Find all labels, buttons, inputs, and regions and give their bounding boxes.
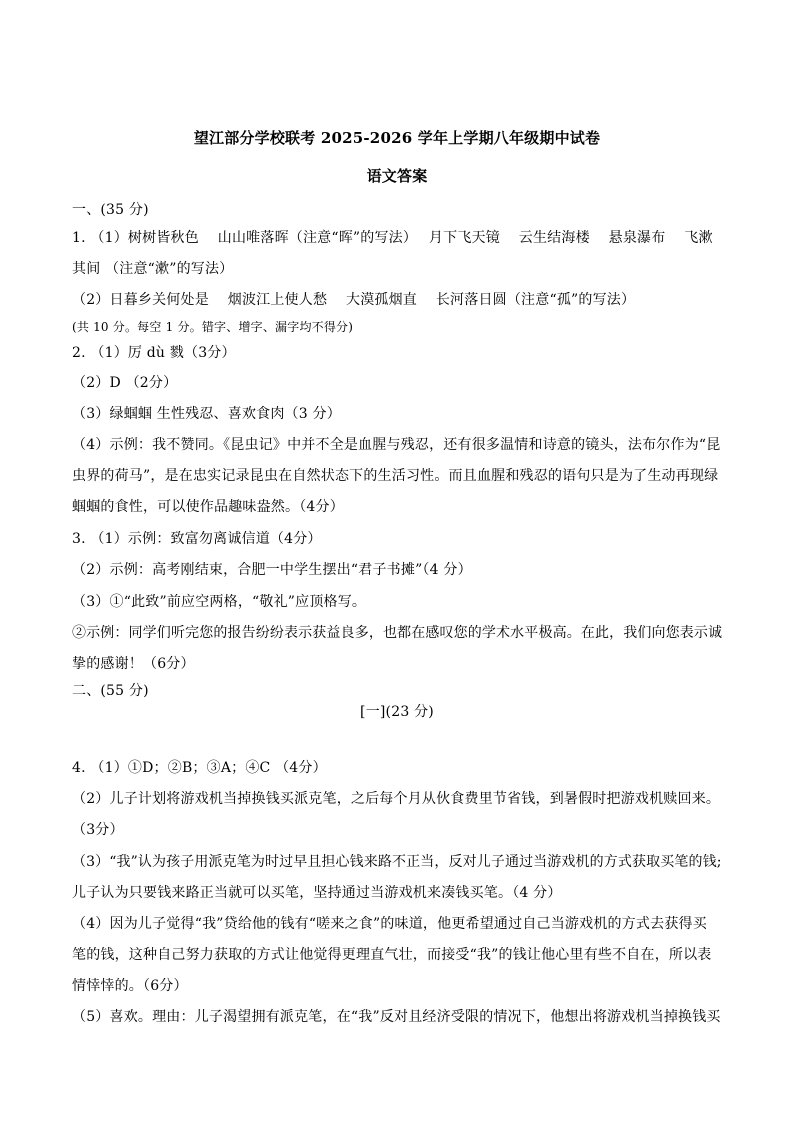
answer-line: 4. （1）①D；②B；③A；④C （4分） xyxy=(72,760,327,776)
answer-line: （2）示例：高考刚结束，合肥一中学生摆出“君子书摊”（4 分） xyxy=(72,562,472,578)
scoring-note: (共 10 分。每空 1 分。错字、增字、漏字均不得分) xyxy=(72,320,354,334)
answer-line: （2）儿子计划将游戏机当掉换钱买派克笔，之后每个月从伙食费里节省钱，到暑假时把游戏机赎回来。 xyxy=(72,791,721,807)
answer-line: 笔的钱，这种自己努力获取的方式让他觉得更理直气壮，而接受“我”的钱让他心里有些不自在，所以表 xyxy=(72,947,712,963)
answer-line: 蝈蝈的食性，可以使作品趣味盎然。（4分） xyxy=(72,499,344,515)
answer-line: 3. （1）示例：致富勿离诚信道（4分） xyxy=(72,531,322,547)
answer-line: （2）日暮乡关何处是 烟波江上使人愁 大漠孤烟直 长河落日圆（注意“孤”的写法） xyxy=(72,292,636,308)
section-heading: 二、(55 分) xyxy=(72,683,149,699)
subsection-heading: [一](23 分) xyxy=(360,704,434,720)
answer-line: ②示例：同学们听完您的报告纷纷表示获益良多，也都在感叹您的学术水平极高。在此，我们向您表示诚 xyxy=(72,625,723,641)
answer-line: 情悻悻的。（6分） xyxy=(72,978,188,994)
document-title: 望江部分学校联考 2025-2026 学年上学期八年级期中试卷 xyxy=(193,129,601,147)
answer-line: 儿子认为只要钱来路正当就可以买笔，坚持通过当游戏机来凑钱买笔。（4 分） xyxy=(72,885,562,901)
answer-line: 虫界的荷马”，是在忠实记录昆虫在自然状态下的生活习性。而且血腥和残忍的语句只是为了生动再现绿 xyxy=(72,468,719,484)
document-subtitle: 语文答案 xyxy=(366,167,428,185)
answer-line: （4）示例：我不赞同。《昆虫记》中并不全是血腥与残忍，还有很多温情和诗意的镜头，法布尔作为“昆 xyxy=(72,437,721,453)
answer-line: 2. （1）厉 dù 戮（3分） xyxy=(72,345,236,361)
answer-line: 其间 （注意“漱”的写法） xyxy=(72,261,234,277)
answer-line: 1. （1）树树皆秋色 山山唯落晖（注意“晖”的写法） 月下飞天镜 云生结海楼 悬泉瀑布 飞漱 xyxy=(72,230,713,246)
answer-line: （3分） xyxy=(72,822,124,838)
answer-line: （4）因为儿子觉得“我”贷给他的钱有“嗟来之食”的味道，他更希望通过自己当游戏机的方式去获得买 xyxy=(72,916,707,932)
answer-line: （3）“我”认为孩子用派克笔为时过早且担心钱来路不正当，反对儿子通过当游戏机的方式获取买笔的钱; xyxy=(72,854,722,870)
answer-line: （3）绿蝈蝈 生性残忍、喜欢食肉（3 分） xyxy=(72,406,341,422)
answer-line: 挚的感谢！（6分） xyxy=(72,656,195,672)
section-heading: 一、(35 分) xyxy=(72,202,149,218)
answer-line: （3）①“此致”前应空两格，“敬礼”应顶格写。 xyxy=(72,594,367,610)
answer-line: （5）喜欢。理由：儿子渴望拥有派克笔，在“我”反对且经济受限的情况下，他想出将游戏机当掉换钱买 xyxy=(72,1009,721,1025)
answer-line: （2）D （2分） xyxy=(72,375,178,391)
